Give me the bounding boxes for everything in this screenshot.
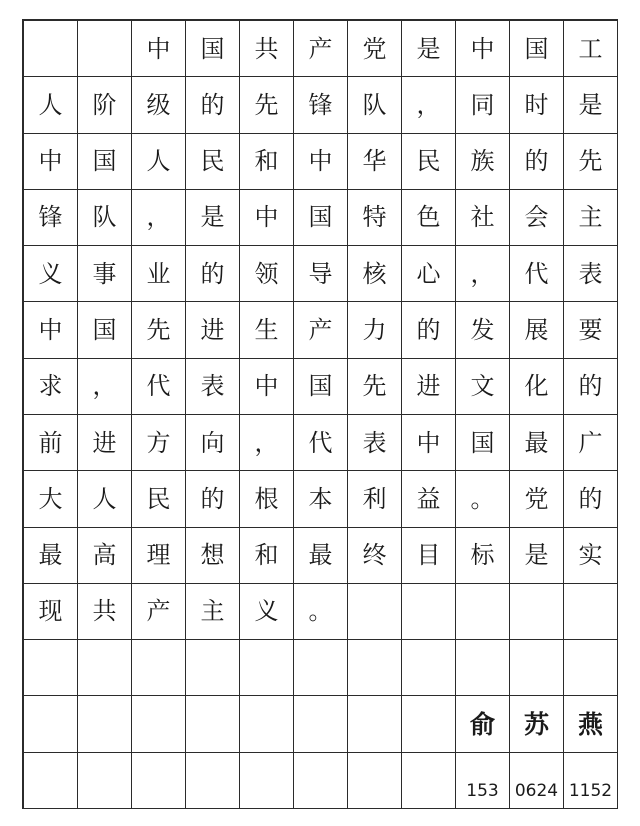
grid-cell: 1152 [564, 753, 618, 809]
grid-cell: 民 [402, 134, 456, 190]
grid-cell [510, 640, 564, 696]
grid-cell [294, 753, 348, 809]
grid-cell: ， [132, 190, 186, 246]
grid-cell: 前 [24, 415, 78, 471]
grid-cell: 中 [24, 302, 78, 358]
grid-cell [186, 753, 240, 809]
grid-cell [348, 696, 402, 752]
grid-cell: 进 [78, 415, 132, 471]
grid-cell: 中 [132, 21, 186, 77]
grid-cell: 是 [564, 77, 618, 133]
grid-cell [564, 584, 618, 640]
grid-cell: 国 [510, 21, 564, 77]
grid-cell: 实 [564, 528, 618, 584]
grid-cell: 力 [348, 302, 402, 358]
grid-cell: 队 [348, 77, 402, 133]
grid-cell: 是 [186, 190, 240, 246]
grid-cell: 核 [348, 246, 402, 302]
grid-cell: 广 [564, 415, 618, 471]
grid-cell [348, 753, 402, 809]
grid-cell: ， [78, 359, 132, 415]
grid-cell: 人 [24, 77, 78, 133]
grid-cell [402, 753, 456, 809]
grid-cell: 先 [240, 77, 294, 133]
grid-cell: 。 [294, 584, 348, 640]
grid-cell: 中 [240, 190, 294, 246]
grid-cell: 产 [132, 584, 186, 640]
grid-cell: 主 [564, 190, 618, 246]
grid-cell: 人 [78, 471, 132, 527]
grid-cell: 华 [348, 134, 402, 190]
grid-cell: 人 [132, 134, 186, 190]
grid-cell [132, 640, 186, 696]
grid-cell: 的 [186, 246, 240, 302]
grid-cell: ， [402, 77, 456, 133]
grid-cell: 终 [348, 528, 402, 584]
grid-cell: 同 [456, 77, 510, 133]
grid-cell: 的 [402, 302, 456, 358]
grid-cell [186, 640, 240, 696]
grid-cell: 的 [186, 471, 240, 527]
grid-cell [78, 753, 132, 809]
grid-cell: 国 [78, 134, 132, 190]
grid-cell: 会 [510, 190, 564, 246]
grid-cell: 代 [510, 246, 564, 302]
grid-cell: 方 [132, 415, 186, 471]
grid-cell: 目 [402, 528, 456, 584]
grid-cell: 0624 [510, 753, 564, 809]
grid-cell: ， [240, 415, 294, 471]
grid-cell: 大 [24, 471, 78, 527]
grid-cell [24, 753, 78, 809]
grid-cell: 向 [186, 415, 240, 471]
grid-cell: 最 [24, 528, 78, 584]
grid-cell: 中 [402, 415, 456, 471]
grid-cell [240, 640, 294, 696]
grid-cell [510, 584, 564, 640]
grid-cell [186, 696, 240, 752]
grid-cell [78, 640, 132, 696]
grid-cell [240, 753, 294, 809]
grid-cell: 想 [186, 528, 240, 584]
grid-cell: 中 [294, 134, 348, 190]
grid-cell: 代 [132, 359, 186, 415]
grid-cell: 发 [456, 302, 510, 358]
grid-cell: 民 [132, 471, 186, 527]
grid-cell: 利 [348, 471, 402, 527]
grid-cell: 的 [510, 134, 564, 190]
grid-cell [348, 584, 402, 640]
grid-cell: 的 [564, 359, 618, 415]
grid-cell: 最 [294, 528, 348, 584]
grid-cell: 文 [456, 359, 510, 415]
grid-cell: 表 [348, 415, 402, 471]
grid-cell: 义 [240, 584, 294, 640]
grid-cell [24, 696, 78, 752]
grid-cell: 和 [240, 528, 294, 584]
grid-cell: 是 [510, 528, 564, 584]
grid-cell: 导 [294, 246, 348, 302]
grid-cell: 级 [132, 77, 186, 133]
grid-cell: 求 [24, 359, 78, 415]
grid-cell: 色 [402, 190, 456, 246]
grid-cell: 和 [240, 134, 294, 190]
grid-cell [78, 696, 132, 752]
grid-cell: 国 [78, 302, 132, 358]
grid-cell [24, 21, 78, 77]
grid-cell: 中 [24, 134, 78, 190]
grid-cell: 国 [456, 415, 510, 471]
grid-cell: 国 [294, 359, 348, 415]
grid-cell: 业 [132, 246, 186, 302]
grid-cell: 进 [186, 302, 240, 358]
grid-cell: 党 [348, 21, 402, 77]
grid-cell: 领 [240, 246, 294, 302]
grid-cell: 表 [186, 359, 240, 415]
grid-cell: 先 [564, 134, 618, 190]
grid-cell: 时 [510, 77, 564, 133]
grid-cell [402, 584, 456, 640]
grid-cell: 表 [564, 246, 618, 302]
grid-cell: 中 [456, 21, 510, 77]
grid-cell: 国 [186, 21, 240, 77]
grid-cell: 的 [186, 77, 240, 133]
grid-cell [402, 640, 456, 696]
grid-cell: 最 [510, 415, 564, 471]
grid-cell: 是 [402, 21, 456, 77]
grid-cell: 燕 [564, 696, 618, 752]
grid-cell: 中 [240, 359, 294, 415]
grid-cell: 153 [456, 753, 510, 809]
grid-cell [456, 640, 510, 696]
grid-cell: 阶 [78, 77, 132, 133]
grid-cell: 党 [510, 471, 564, 527]
grid-cell: 工 [564, 21, 618, 77]
grid-cell: 特 [348, 190, 402, 246]
grid-cell: 本 [294, 471, 348, 527]
grid-cell [456, 584, 510, 640]
grid-cell: 心 [402, 246, 456, 302]
grid-cell: 代 [294, 415, 348, 471]
grid-cell: 国 [294, 190, 348, 246]
grid-cell: 先 [132, 302, 186, 358]
grid-cell: 共 [78, 584, 132, 640]
grid-cell: ， [456, 246, 510, 302]
grid-cell: 生 [240, 302, 294, 358]
grid-cell: 先 [348, 359, 402, 415]
grid-cell: 民 [186, 134, 240, 190]
grid-cell: 高 [78, 528, 132, 584]
grid-cell [402, 696, 456, 752]
grid-cell: 根 [240, 471, 294, 527]
grid-cell: 标 [456, 528, 510, 584]
grid-cell: 益 [402, 471, 456, 527]
grid-cell [240, 696, 294, 752]
grid-cell: 要 [564, 302, 618, 358]
grid-cell: 主 [186, 584, 240, 640]
grid-cell [348, 640, 402, 696]
grid-cell [294, 640, 348, 696]
calligraphy-grid-sheet [22, 19, 618, 809]
grid-cell: 展 [510, 302, 564, 358]
grid-cell: 共 [240, 21, 294, 77]
grid-cell [294, 696, 348, 752]
grid-cell: 俞 [456, 696, 510, 752]
grid-cell: 苏 [510, 696, 564, 752]
grid-cell [132, 753, 186, 809]
grid-cell [132, 696, 186, 752]
grid-cell: 产 [294, 21, 348, 77]
grid-cell: 理 [132, 528, 186, 584]
grid-cell: 事 [78, 246, 132, 302]
grid-cell: 。 [456, 471, 510, 527]
grid-cell [24, 640, 78, 696]
grid-cell: 社 [456, 190, 510, 246]
grid-cell: 现 [24, 584, 78, 640]
grid-cell: 族 [456, 134, 510, 190]
grid-cell: 队 [78, 190, 132, 246]
grid-cell: 进 [402, 359, 456, 415]
grid-cell: 产 [294, 302, 348, 358]
grid-cell: 锋 [294, 77, 348, 133]
grid-cell: 的 [564, 471, 618, 527]
grid-cell: 义 [24, 246, 78, 302]
grid-cell: 锋 [24, 190, 78, 246]
grid-cell [564, 640, 618, 696]
grid-cell: 化 [510, 359, 564, 415]
grid-cell [78, 21, 132, 77]
